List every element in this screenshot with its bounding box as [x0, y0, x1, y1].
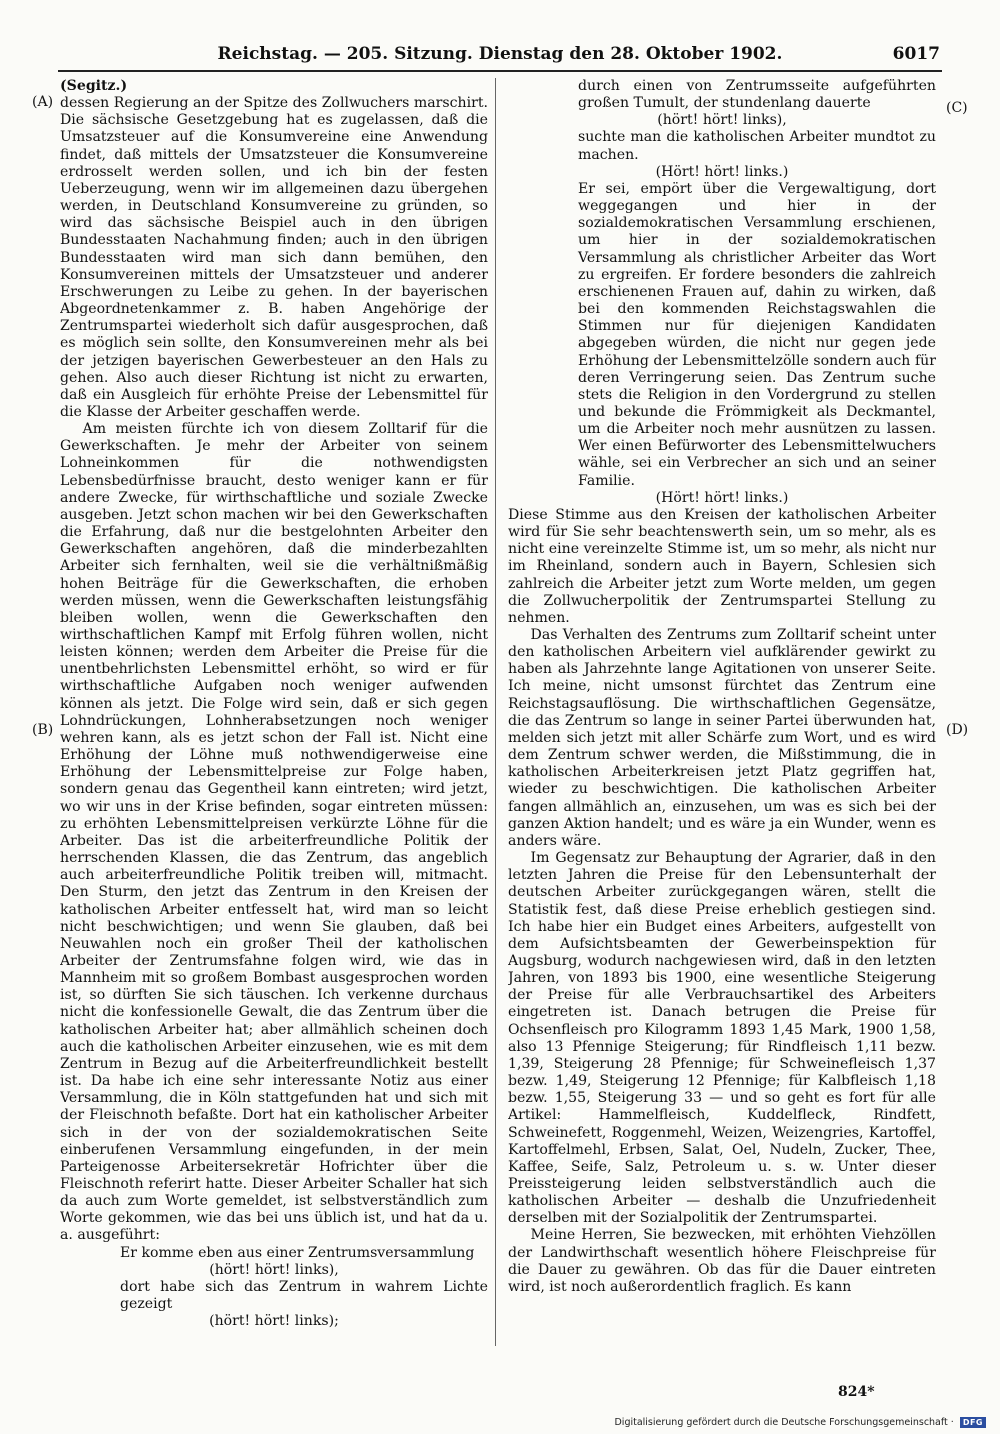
paragraph: Meine Herren, Sie bezwecken, mit erhöhten Viehzöllen der Landwirthschaft wesentlich höhere Fleischpreise für die Dauer zu gewähren. Ob das für die Dauer eintreten wird, ist noch außerordentlich fraglich. Es kann [508, 1227, 936, 1295]
quote-line: durch einen von Zentrumsseite aufgeführten großen Tumult, der stundenlang dauerte [578, 78, 936, 112]
paragraph: Im Gegensatz zur Behauptung der Agrarier, daß in den letzten Jahren die Preise für den Lebensunterhalt der deutschen Arbeiter zurückgegangen wären, stellt die Statistik fest, daß diese Preise erheblich gestiegen sind. Ich habe hier ein Budget eines Arbeiters, aufgestellt von dem Aufsichtsbeamten der Gewerbeinspektion für Augsburg, wodurch nachgewiesen wird, daß in den letzten Jahren, von 1893 bis 1900, eine wesentliche Steigerung der Preise für alle Verbrauchsartikel des Arbeiters eingetreten ist. Danach betrugen die Preise für Ochsenfleisch pro Kilogramm 1893 1,45 Mark, 1900 1,58, also 13 Pfennige Steigerung; für Rindfleisch 1,11 bezw. 1,39, Steigerung 28 Pfennige; für Schweinefleisch 1,37 bezw. 1,49, Steigerung 12 Pfennige; für Kalbfleisch 1,18 bezw. 1,55, Steigerung 33 — und so geht es fort für alle Artikel: Hammelfleisch, Kuddelfleck, Rindfett, Schweinefett, Roggenmehl, Weizen, Weizengries, Kartoffel, Kartoffelmehl, Erbsen, Salat, Oel, Nudeln, Zucker, Thee, Kaffee, Seife, Salz, Petroleum u. s. w. Unter dieser Preissteigerung leiden selbstverständlich auch die katholischen Arbeiter — deshalb die Unzufriedenheit derselben mit der Sozialpolitik der Zentrumspartei. [508, 850, 936, 1227]
interjection: (Hört! hört! links.) [655, 163, 789, 180]
left-column [60, 78, 488, 1376]
quote-line: Er komme eben aus einer Zentrumsversammlung [120, 1244, 475, 1261]
column-divider [495, 78, 496, 1346]
speaker-name: (Segitz.) [60, 78, 128, 94]
running-title: Reichstag. — 205. Sitzung. Dienstag den 28. Oktober 1902. [217, 44, 783, 64]
right-column [508, 78, 936, 1368]
interjection: (hört! hört! links), [209, 1261, 339, 1278]
interjection: (Hört! hört! links.) [655, 489, 789, 506]
digitization-footer [614, 1417, 986, 1428]
paragraph: Am meisten fürchte ich von diesem Zolltarif für die Gewerkschaften. Je mehr der Arbeiter von seinem Lohneinkommen für die nothwendigsten Lebensbedürfnisse braucht, desto weniger kann er für andere Zwecke, für wirthschaftliche und soziale Zwecke ausgeben. Jetzt schon machen wir bei den Gewerkschaften die Erfahrung, daß nur die bestgelohnten Arbeiter den Gewerkschaften angehören, daß die minderbezahlten Arbeiter sich fernhalten, weil sie die verhältnißmäßig hohen Beiträge für die Gewerkschaften, die erhoben werden müssen, wenn die Gewerkschaften leistungsfähig bleiben wollen, wenn die Gewerkschaften den wirthschaftlichen Kampf mit Erfolg führen wollen, nicht leisten können; werden dem Arbeiter die Preise für die unentbehrlichsten Lebensmittel erhöht, so wird er für wirthschaftliche Aufgaben noch weniger aufwenden können als jetzt. Die Folge wird sein, daß er sich gegen Lohndrückungen, Lohnherabsetzungen noch weniger wehren kann, als es jetzt schon der Fall ist. Nicht eine Erhöhung der Löhne muß nothwendigerweise eine Erhöhung der Lebensmittelpreise zur Folge haben, sondern genau das Gegentheil kann eintreten; wird jetzt, wo wir uns in der Krise befinden, sogar eintreten müssen: zu erhöhten Lebensmittelpreisen verkürzte Löhne für die Arbeiter. Das ist die arbeiterfreundliche Politik der herrschenden Klassen, die das Zentrum, das angeblich auch arbeiterfreundliche Politik treiben will, mitmacht. Den Sturm, den jetzt das Zentrum in den Kreisen der katholischen Arbeiter entfesselt hat, wird man so leicht nicht beschwichtigen; und wenn Sie glauben, daß bei Neuwahlen noch ein großer Theil der katholischen Arbeiter der Zentrumsfahne folgen wird, wie das in Mannheim mit so großem Bombast ausgesprochen worden ist, so dürften Sie sich täuschen. Ich verkenne durchaus nicht die konfessionelle Gewalt, die das Zentrum über die katholischen Arbeiter hat; aber allmählich scheinen doch auch die katholischen Arbeiter einzusehen, wie es mit dem Zentrum in Bezug auf die Arbeiterfreundlichkeit bestellt ist. Da habe ich eine sehr interessante Notiz aus einer Versammlung, die in Köln stattgefunden hat und sich mit der Fleischnoth befaßte. Dort hat ein katholischer Arbeiter sich in der von der sozialdemokratischen Seite einberufenen Versammlung eingefunden, in der mein Parteigenosse Arbeitersekretär Hofrichter über die Fleischnoth referirt hatte. Dieser Arbeiter Schaller hat sich da auch zum Worte gemeldet, ist selbstverständlich zum Worte gekommen, wie das bei uns üblich ist, und hat da u. a. ausgeführt: [60, 421, 488, 1244]
margin-marker-b: (B) [32, 722, 54, 738]
footer-text: Digitalisierung gefördert durch die Deutsche Forschungsgemeinschaft · [614, 1417, 954, 1428]
margin-marker-d: (D) [946, 722, 969, 738]
paragraph: Diese Stimme aus den Kreisen der katholischen Arbeiter wird für Sie sehr beachtenswerth sein, um so mehr, als es nicht eine vereinzelte Stimme ist, um so mehr, als nicht nur im Rheinland, sondern auch in Bayern, Schlesien sich zahlreich die Arbeiter jetzt zum Worte melden, um gegen die Zollwucherpolitik der Zentrumspartei Stellung zu nehmen. [508, 506, 936, 626]
dfg-logo-icon: DFG [960, 1417, 986, 1428]
quote-line: Er sei, empört über die Vergewaltigung, dort weggegangen und hier in der sozialdemokratischen Versammlung erschienen, um hier in der sozialdemokratischen Versammlung als christlicher Arbeiter das Wort zu ergreifen. Er fordere besonders die zahlreich erschienenen Frauen auf, dahin zu wirken, daß bei den kommenden Reichstagswahlen die Stimmen nur für diejenigen Kandidaten abgegeben würden, die nicht nur gegen jede Erhöhung der Lebensmittelzölle sondern auch für deren Verringerung seien. Das Zentrum suche stets die Religion in den Vordergrund zu stellen und bekunde die Frömmigkeit als Deckmantel, um die Arbeiter noch mehr ausnützen zu lassen. Wer einen Befürworter des Lebensmittelwuchers wähle, sei ein Verbrecher an sich und an seiner Familie. [578, 180, 936, 489]
page-number: 6017 [892, 44, 940, 64]
margin-marker-c: (C) [946, 100, 968, 116]
interjection: (hört! hört! links), [657, 112, 787, 129]
interjection: (hört! hört! links); [209, 1313, 339, 1330]
quote-line: dort habe sich das Zentrum in wahrem Lichte gezeigt [120, 1278, 488, 1313]
paragraph: dessen Regierung an der Spitze des Zollwuchers marschirt. Die sächsische Gesetzgebung hat es zugelassen, daß die Umsatzsteuer auf die Konsumvereine eine Anwendung findet, daß mittels der Umsatzsteuer die Konsumvereine erdrosselt werden sollen, und ich bin der festen Ueberzeugung, wenn wir im allgemeinen dazu übergehen werden, in Deutschland Konsumvereine zu gründen, so wird das sächsische Beispiel auch in den übrigen Bundesstaaten Nachahmung finden; auch in den übrigen Bundesstaaten wird man sich dann bemühen, den Konsumvereinen mittels der Umsatzsteuer und anderer Erschwerungen zu Leibe zu gehen. In der bayerischen Abgeordnetenkammer z. B. haben Angehörige der Zentrumspartei wiederholt sich dafür ausgesprochen, daß es möglich sein sollte, den Konsumvereinen mehr als bei der jetzigen bayerischen Gewerbesteuer an den Hals zu gehen. Also auch dieser Richtung ist nicht zu erwarten, daß ein Ausgleich für erhöhte Preise der Lebensmittel für die Klasse der Arbeiter geschaffen werde. [60, 95, 488, 420]
signature-mark: 824* [838, 1384, 875, 1400]
running-header [60, 44, 940, 70]
quote-line: suchte man die katholischen Arbeiter mundtot zu machen. [578, 129, 936, 163]
header-rule [58, 70, 942, 72]
paragraph: Das Verhalten des Zentrums zum Zolltarif scheint unter den katholischen Arbeitern viel aufklärender gewirkt zu haben als Jahrzehnte lange Agitationen von unserer Seite. Ich meine, nicht umsonst fürchtet das Zentrum eine Reichstagsauflösung. Die wirthschaftlichen Gegensätze, die das Zentrum so lange in seiner Partei überwunden hat, melden sich jetzt mit aller Schärfe zum Wort, und es wird dem Zentrum schwer werden, die Mißstimmung, die in katholischen Arbeiterkreisen jetzt Platz gegriffen hat, wieder zu beschwichtigen. Die katholischen Arbeiter fangen allmählich an, einzusehen, um was es sich bei der ganzen Aktion handelt; und es wäre ja ein Wunder, wenn es anders wäre. [508, 627, 936, 849]
margin-marker-a: (A) [32, 94, 54, 110]
